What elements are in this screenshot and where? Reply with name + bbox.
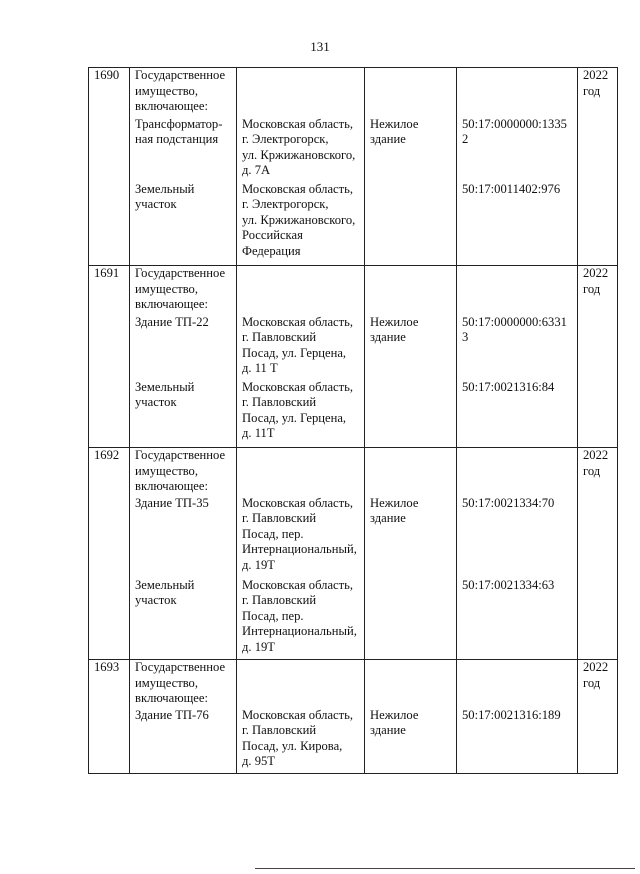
group-header: Государственное имущество, включающее: bbox=[130, 68, 237, 117]
cadastral-number: 50:17:0021334:63 bbox=[457, 578, 578, 660]
property-registry-table bbox=[88, 67, 618, 774]
object-address: Московская область, г. Электрогорск, ул. Кржижановского, Российская Федерация bbox=[237, 182, 365, 266]
group-header: Государственное имущество, включающее: bbox=[130, 266, 237, 315]
object-type bbox=[365, 182, 457, 266]
object-name: Земельный участок bbox=[130, 182, 237, 266]
registry-row bbox=[89, 266, 618, 315]
object-address: Московская область, г. Павловский Посад, пер. Интернациональный, д. 19Т bbox=[237, 496, 365, 578]
object-address: Московская область, г. Павловский Посад, ул. Герцена, д. 11 Т bbox=[237, 315, 365, 380]
registry-item-row bbox=[89, 117, 618, 182]
registry-item-row bbox=[89, 380, 618, 448]
footer-rule bbox=[255, 868, 635, 869]
cadastral-number: 50:17:0000000:1335 2 bbox=[457, 117, 578, 182]
registry-row bbox=[89, 68, 618, 117]
year-cell: 2022 год bbox=[578, 266, 618, 315]
group-header: Государственное имущество, включающее: bbox=[130, 660, 237, 708]
object-name: Здание ТП-22 bbox=[130, 315, 237, 380]
registry-item-row bbox=[89, 708, 618, 774]
cadastral-number: 50:17:0021334:70 bbox=[457, 496, 578, 578]
row-number: 1691 bbox=[89, 266, 130, 315]
registry-item-row bbox=[89, 578, 618, 660]
registry-item-row bbox=[89, 496, 618, 578]
year-cell: 2022 год bbox=[578, 68, 618, 117]
object-address: Московская область, г. Павловский Посад, ул. Герцена, д. 11Т bbox=[237, 380, 365, 448]
object-type: Нежилое здание bbox=[365, 117, 457, 182]
cadastral-number: 50:17:0011402:976 bbox=[457, 182, 578, 266]
object-name: Земельный участок bbox=[130, 380, 237, 448]
year-cell: 2022 год bbox=[578, 660, 618, 708]
object-address: Московская область, г. Павловский Посад, ул. Кирова, д. 95Т bbox=[237, 708, 365, 774]
object-type: Нежилое здание bbox=[365, 708, 457, 774]
row-number: 1690 bbox=[89, 68, 130, 117]
object-name: Здание ТП-76 bbox=[130, 708, 237, 774]
cadastral-number: 50:17:0021316:84 bbox=[457, 380, 578, 448]
cadastral-number: 50:17:0000000:6331 3 bbox=[457, 315, 578, 380]
row-number: 1692 bbox=[89, 448, 130, 496]
registry-item-row bbox=[89, 182, 618, 266]
object-name: Земельный участок bbox=[130, 578, 237, 660]
object-type: Нежилое здание bbox=[365, 496, 457, 578]
registry-item-row bbox=[89, 315, 618, 380]
registry-row bbox=[89, 660, 618, 708]
object-name: Трансформатор- ная подстанция bbox=[130, 117, 237, 182]
year-cell: 2022 год bbox=[578, 448, 618, 496]
cadastral-number: 50:17:0021316:189 bbox=[457, 708, 578, 774]
object-name: Здание ТП-35 bbox=[130, 496, 237, 578]
object-type: Нежилое здание bbox=[365, 315, 457, 380]
object-type bbox=[365, 578, 457, 660]
object-address: Московская область, г. Павловский Посад, пер. Интернациональный, д. 19Т bbox=[237, 578, 365, 660]
row-number: 1693 bbox=[89, 660, 130, 708]
page-number: 131 bbox=[310, 39, 330, 54]
object-type bbox=[365, 380, 457, 448]
group-header: Государственное имущество, включающее: bbox=[130, 448, 237, 496]
object-address: Московская область, г. Электрогорск, ул. Кржижановского, д. 7А bbox=[237, 117, 365, 182]
registry-row bbox=[89, 448, 618, 496]
